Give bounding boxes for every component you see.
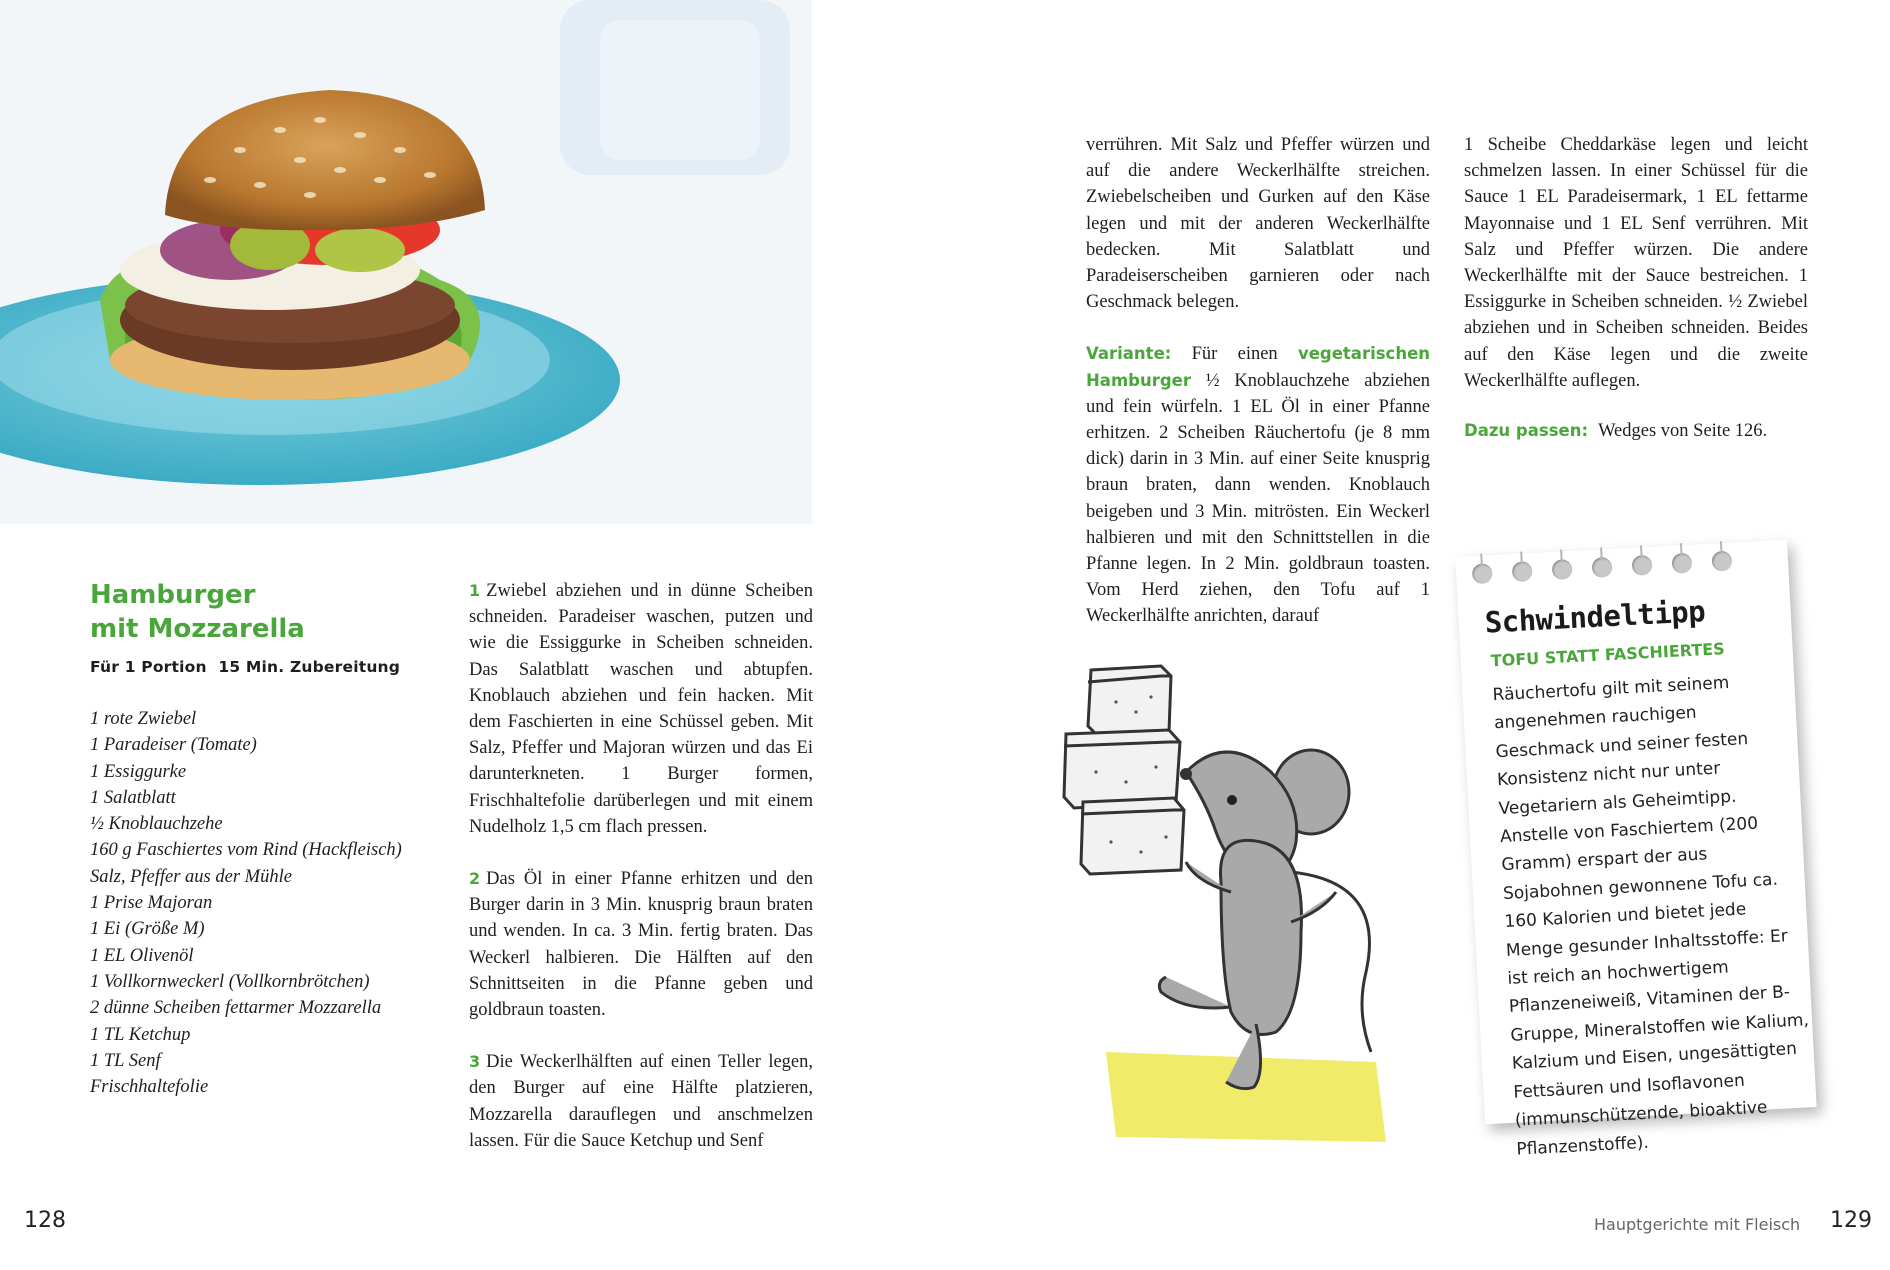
steps-column — [469, 578, 813, 1180]
step-text: Die Weckerlhälften auf einen Teller legen, den Burger auf eine Hälfte platzieren, Mozzarella darauflegen und anschmelzen lassen. Für die Sauce Ketchup und Senf — [469, 1052, 813, 1151]
variant-label: Variante: — [1086, 344, 1172, 364]
hole-icon — [1632, 555, 1653, 576]
step-number: 3 — [469, 1052, 481, 1072]
ingredient-item: Frischhaltefolie — [90, 1077, 209, 1098]
serving-label: Dazu passen: — [1464, 421, 1589, 440]
step-1 — [469, 578, 813, 840]
ingredient-item: 1 EL Olivenöl — [90, 945, 194, 966]
step-number: 2 — [469, 869, 481, 889]
hole-icon — [1671, 553, 1692, 574]
serving-text: Wedges von Seite 126. — [1598, 421, 1768, 441]
tip-paper — [1455, 540, 1816, 1160]
hamburger-photo — [0, 0, 812, 524]
recipe-title-line2: mit Mozzarella — [90, 614, 305, 644]
variant-pre: Für einen — [1191, 344, 1278, 365]
recipe-title — [90, 578, 430, 646]
ingredient-item: ½ Knoblauchzehe — [90, 814, 223, 835]
ingredient-item: 1 rote Zwiebel — [90, 709, 197, 729]
step-number: 1 — [469, 581, 481, 600]
serving-suggestion — [1464, 421, 1767, 442]
step-2 — [469, 866, 813, 1023]
ingredient-item: 1 Paradeiser (Tomate) — [90, 735, 257, 756]
ingredient-item: 1 Essiggurke — [90, 761, 187, 782]
hole-icon — [1512, 561, 1533, 582]
mouse-carrying-tofu-icon — [1056, 652, 1396, 1152]
step-3 — [469, 1049, 813, 1154]
continuation-column — [1086, 132, 1430, 656]
tip-subtitle: TOFU STATT FASCHIERTES — [1490, 639, 1726, 671]
hole-icon — [1592, 557, 1613, 578]
variant-paragraph — [1086, 341, 1430, 629]
variant-continued: 1 Scheibe Cheddarkäse legen und leicht schmelzen lassen. In einer Schüssel für die Sauce 1 EL Paradeisermark, 1 EL fettarme Mayonnaise und 1 EL Senf verrühren. Mit Salz und Pfeffer würzen. Die andere Weckerlhälfte mit der Sauce bestreichen. 1 Essiggurke in Scheiben schneiden. ½ Zwiebel abziehen und in Scheiben schneiden. Beides auf den Käse legen und die zweite Weckerlhälfte auflegen. — [1464, 135, 1808, 391]
ingredient-item: 160 g Faschiertes vom Rind (Hackfleisch) — [90, 840, 402, 861]
ingredient-list — [90, 706, 402, 1100]
hole-icon — [1552, 559, 1573, 580]
tip-card — [1470, 548, 1818, 1160]
ingredient-item: Salz, Pfeffer aus der Mühle — [90, 866, 292, 887]
section-title: Hauptgerichte mit Fleisch — [1594, 1215, 1801, 1234]
step-text: Zwiebel abziehen und in dünne Scheiben schneiden. Paradeiser waschen, putzen und wie die Essiggurke in Scheiben schneiden. Das Salatblatt waschen und abtupfen. Knoblauch abziehen und fein hacken. Mit dem Faschierten in eine Schüssel geben. Mit Salz, Pfeffer und Majoran würzen und das Ei darunterkneten. 1 Burger formen, Frischhaltefolie darüberlegen und mit einem Nudelholz 1,5 cm flach pressen. — [469, 581, 813, 837]
ingredient-item: 2 dünne Scheiben fettarmer Mozzarella — [90, 998, 382, 1019]
recipe-meta — [90, 658, 406, 676]
variant-highlight: vegetarischen Hamburger — [1086, 344, 1431, 390]
ingredient-item: 1 Salatblatt — [90, 787, 176, 808]
tip-body: Räuchertofu gilt mit seinem angenehmen rauchigen Geschmack und seiner festen Konsistenz nicht nur unter Vegetariern als Geheimtipp. Anstelle von Faschiertem (200 Gramm) erspart der aus Sojabohnen gewonnene Tofu ca. 160 Kalorien und bietet jede Menge gesunder Inhaltsstoffe: Er ist reich an hochwertigem Pflanzeneiweiß, Vitaminen der B-Gruppe, Mineralstoffen wie Kalium, Kalzium und Eisen, ungesättigten Fettsäuren und Isoflavonen (immunschützende, bioaktive Pflanzenstoffe). — [1492, 672, 1810, 1160]
ingredient-item: 1 Prise Majoran — [90, 893, 213, 914]
time-label: 15 Min. Zubereitung — [218, 658, 401, 676]
recipe-title-line1: Hamburger — [90, 580, 256, 610]
ingredient-item: 1 TL Senf — [90, 1050, 161, 1071]
page-number-left: 128 — [24, 1208, 66, 1233]
ingredient-item: 1 TL Ketchup — [90, 1024, 191, 1045]
tip-title: Schwindeltipp — [1483, 594, 1706, 640]
hole-icon — [1472, 563, 1493, 584]
ingredient-item: 1 Vollkornweckerl (Vollkornbrötchen) — [90, 971, 370, 992]
step-3-continued: verrühren. Mit Salz und Pfeffer würzen und auf die andere Weckerlhälfte streichen. Zwiebelscheiben und Gurken auf den Käse legen und mit der anderen Weckerlhälfte bedecken. Mit Salatblatt und Paradeiserscheiben garnieren oder nach Geschmack belegen. — [1086, 135, 1430, 313]
page-number-right: 129 — [1830, 1208, 1872, 1233]
variant-column — [1464, 132, 1808, 420]
binder-holes — [1472, 551, 1733, 585]
ingredient-item: 1 Ei (Größe M) — [90, 919, 205, 940]
portion-label: Für 1 Portion — [90, 658, 207, 676]
hole-icon — [1711, 551, 1732, 572]
variant-text: ½ Knoblauchzehe abziehen und fein würfeln. 1 EL Öl in einer Pfanne erhitzen. 2 Scheiben Räuchertofu (je 8 mm dick) darin in 3 Min. auf einer Seite knusprig braun braten, dann wenden. Knoblauch beigeben und 3 Min. mitrösten. Ein Weckerl halbieren und mit den Schnittstellen in die Pfanne legen. In 2 Min. goldbraun toasten. Vom Herd ziehen, den Tofu auf 1 Weckerlhälfte anrichten, darauf — [1086, 370, 1430, 627]
step-text: Das Öl in einer Pfanne erhitzen und den Burger darin in 3 Min. knusprig braun braten und wenden. In ca. 3 Min. fertig braten. Das Weckerl halbieren. Die Hälften auf den Schnittseiten in die Pfanne geben und goldbraun toasten. — [469, 869, 813, 1021]
